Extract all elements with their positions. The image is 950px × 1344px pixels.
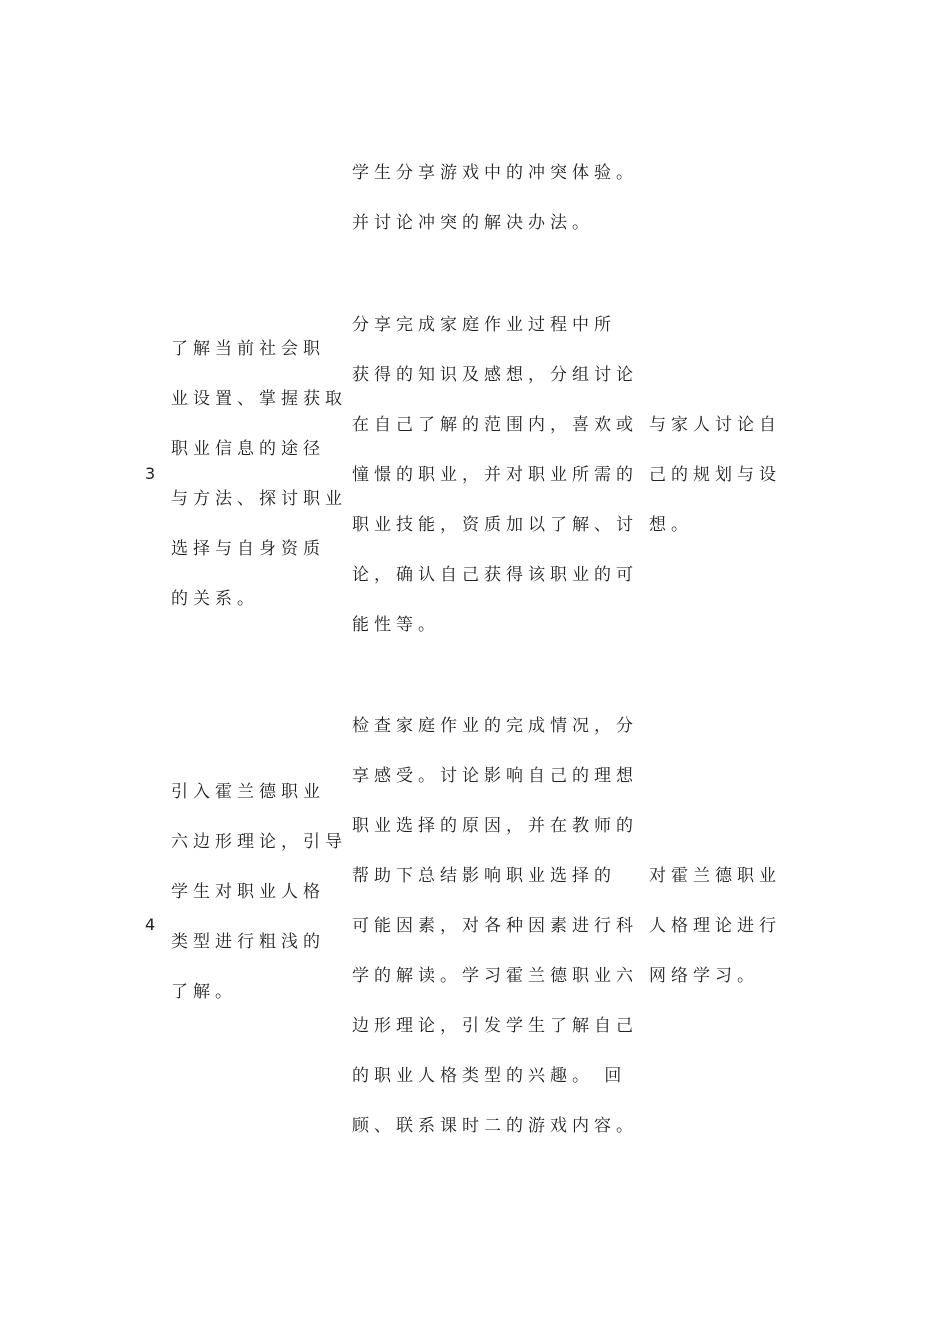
text-line: 边形理论，引发学生了解自己: [352, 1016, 638, 1036]
text-line: 与家人讨论自: [649, 415, 781, 435]
text-line: 在自己了解的范围内，喜欢或: [352, 415, 638, 435]
row-number: 4: [145, 915, 156, 934]
text-line: 网络学习。: [649, 966, 759, 986]
text-line: 业设置、掌握获取: [171, 389, 347, 409]
text-line: 了解。: [171, 982, 237, 1002]
text-line: 能性等。: [352, 615, 440, 635]
text-line: 对霍兰德职业: [649, 866, 781, 886]
text-line: 并讨论冲突的解决办法。: [352, 213, 594, 233]
text-line: 职业技能，资质加以了解、讨: [352, 515, 638, 535]
text-line: 的职业人格类型的兴趣。 回: [352, 1066, 627, 1086]
text-line: 人格理论进行: [649, 916, 781, 936]
text-line: 学生对职业人格: [171, 882, 325, 902]
text-line: 学生分享游戏中的冲突体验。: [352, 163, 638, 183]
text-line: 分享完成家庭作业过程中所: [352, 315, 616, 335]
text-line: 职业信息的途径: [171, 439, 325, 459]
text-line: 可能因素，对各种因素进行科: [352, 916, 638, 936]
text-line: 想。: [649, 515, 693, 535]
text-line: 检查家庭作业的完成情况，分: [352, 716, 638, 736]
text-line: 职业选择的原因，并在教师的: [352, 816, 638, 836]
text-line: 了解当前社会职: [171, 339, 325, 359]
text-line: 享感受。讨论影响自己的理想: [352, 766, 638, 786]
text-line: 憧憬的职业，并对职业所需的: [352, 465, 638, 485]
text-line: 顾、联系课时二的游戏内容。: [352, 1116, 638, 1136]
text-line: 六边形理论，引导: [171, 832, 347, 852]
text-line: 的关系。: [171, 589, 259, 609]
text-line: 选择与自身资质: [171, 539, 325, 559]
text-line: 引入霍兰德职业: [171, 782, 325, 802]
text-line: 与方法、探讨职业: [171, 489, 347, 509]
text-line: 己的规划与设: [649, 465, 781, 485]
text-line: 论，确认自己获得该职业的可: [352, 565, 638, 585]
row-number: 3: [145, 464, 156, 483]
text-line: 帮助下总结影响职业选择的: [352, 866, 616, 886]
text-line: 类型进行粗浅的: [171, 932, 325, 952]
text-line: 获得的知识及感想，分组讨论: [352, 365, 638, 385]
text-line: 学的解读。学习霍兰德职业六: [352, 966, 638, 986]
